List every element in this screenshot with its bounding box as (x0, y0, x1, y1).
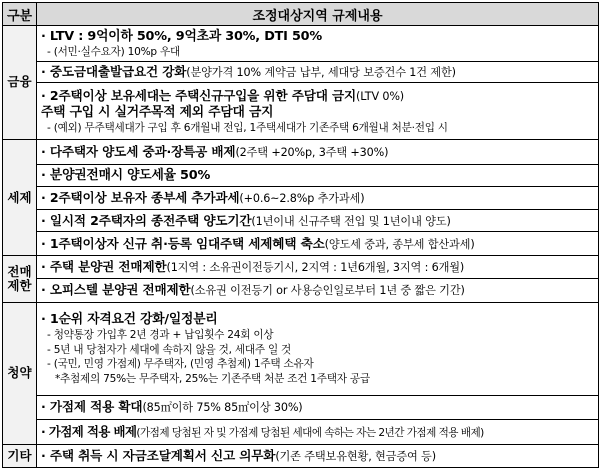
sub-row1-item: - (국민, 민영 가점제) 무주택자, (민영 추첨제) 1주택 소유자 (47, 358, 314, 371)
finance-midloan-cell (37, 62, 599, 83)
regulation-table (2, 2, 599, 468)
resale-row1-cell (37, 256, 599, 278)
category-resale-line1: 전매 (7, 263, 32, 279)
category-other: 기타 (3, 444, 37, 467)
finance-ltv-sub: - (서민·실수요자) 10%p 우대 (47, 45, 180, 58)
sub-row3-detail: (가점제 당첨된 자 및 가점제 당첨된 세대에 속하는 자는 2년간 가점제 적용 배제) (136, 426, 484, 439)
resale-row1-detail: (1지역 : 소유권이전등기시, 2지역 : 1년6개월, 3지역 : 6개월) (166, 260, 465, 274)
table-row (3, 232, 599, 256)
table-row (3, 187, 599, 210)
tax-row3-title: · 2주택이상 보유자 종부세 추가과세 (41, 191, 240, 206)
finance-multi-cell (37, 83, 599, 140)
tax-row2-title: · 분양권전매시 양도세율 50% (41, 168, 211, 184)
other-row1-detail: (기존 주택보유현황, 현금증여 등) (275, 449, 436, 463)
table-row (3, 419, 599, 444)
finance-multi-title: · 2주택이상 보유세대는 주택신규구입을 위한 주담대 금지 (41, 87, 357, 103)
table-row (3, 26, 599, 62)
table-row (3, 140, 599, 165)
sub-row2-title: · 가점제 적용 확대 (41, 400, 143, 415)
table-row (3, 278, 599, 302)
table-row (3, 62, 599, 83)
table-row (3, 395, 599, 419)
finance-multi-line2: 주택 구입 시 실거주목적 제외 주담대 금지 (41, 104, 274, 120)
tax-row1-cell (37, 140, 599, 165)
tax-row5-title: · 1주택이상자 신규 취·등록 임대주택 세제혜택 축소 (41, 236, 325, 251)
sub-row2-detail: (85㎡이하 75% 85㎡이상 30%) (142, 401, 303, 415)
resale-row2-cell (37, 278, 599, 302)
tax-row1-detail: (2주택 +20%p, 3주택 +30%) (235, 146, 389, 160)
category-finance: 금융 (3, 26, 37, 140)
table-header-row (3, 3, 599, 26)
tax-row4-cell (37, 210, 599, 232)
tax-row5-detail: (양도세 중과, 종부세 합산과세) (324, 237, 475, 251)
header-category: 구분 (3, 3, 37, 26)
finance-midloan-title: · 중도금대출발급요건 강화 (41, 64, 187, 79)
resale-row1-title: · 주택 분양권 전매제한 (41, 259, 167, 274)
category-tax: 세제 (3, 140, 37, 256)
category-resale-line2: 제한 (7, 278, 32, 294)
tax-row1-title: · 다주택자 양도세 중과·장특공 배제 (41, 145, 236, 160)
sub-row1-cell (37, 302, 599, 395)
sub-row3-cell (37, 419, 599, 444)
other-row1-cell (37, 444, 599, 467)
table-row (3, 210, 599, 232)
resale-row2-detail: (소유권 이전등기 or 사용승인일로부터 1년 중 짧은 기간) (190, 283, 465, 297)
sub-row1-note: *추첨제의 75%는 무주택자, 25%는 기존주택 처분 조건 1주택자 공급 (55, 372, 370, 385)
sub-row1-title: · 1순위 자격요건 강화/일정분리 (41, 312, 218, 328)
tax-row5-cell (37, 232, 599, 256)
tax-row3-cell (37, 187, 599, 210)
resale-row2-title: · 오피스텔 분양권 전매제한 (41, 282, 191, 297)
tax-row3-detail: (+0.6~2.8%p 추가과세) (239, 192, 365, 206)
finance-ltv-cell (37, 26, 599, 62)
sub-row1-item: - 청약통장 가입후 2년 경과 + 납입횟수 24회 이상 (47, 329, 274, 342)
table-row (3, 165, 599, 187)
finance-midloan-detail: (분양가격 10% 계약금 납부, 세대당 보증건수 1건 제한) (186, 65, 456, 79)
tax-row4-title: · 일시적 2주택자의 종전주택 양도기간 (41, 213, 252, 228)
sub-row1-item: - 5년 내 당첨자가 세대에 속하지 않을 것, 세대주 일 것 (47, 343, 292, 356)
category-subscription: 청약 (3, 302, 37, 444)
table-row (3, 83, 599, 140)
table-row (3, 256, 599, 278)
sub-row2-cell (37, 395, 599, 419)
finance-ltv-title: · LTV : 9억이하 50%, 9억초과 30%, DTI 50% (41, 28, 322, 44)
category-resale (3, 256, 37, 302)
tax-row2-cell (37, 165, 599, 187)
header-content: 조정대상지역 규제내용 (37, 3, 599, 26)
finance-multi-detail: (LTV 0%) (356, 89, 405, 103)
table-row (3, 444, 599, 467)
finance-multi-exception: - (예외) 무주택세대가 구입 후 6개월내 전입, 1주택세대가 기존주택 6개월내 처분·전입 시 (47, 121, 448, 134)
other-row1-title: · 주택 취득 시 자금조달계획서 신고 의무화 (41, 448, 276, 463)
tax-row4-detail: (1년이내 신규주택 전입 및 1년이내 양도) (251, 214, 451, 228)
table-row (3, 302, 599, 395)
sub-row3-title: · 가점제 적용 배제 (41, 424, 137, 439)
